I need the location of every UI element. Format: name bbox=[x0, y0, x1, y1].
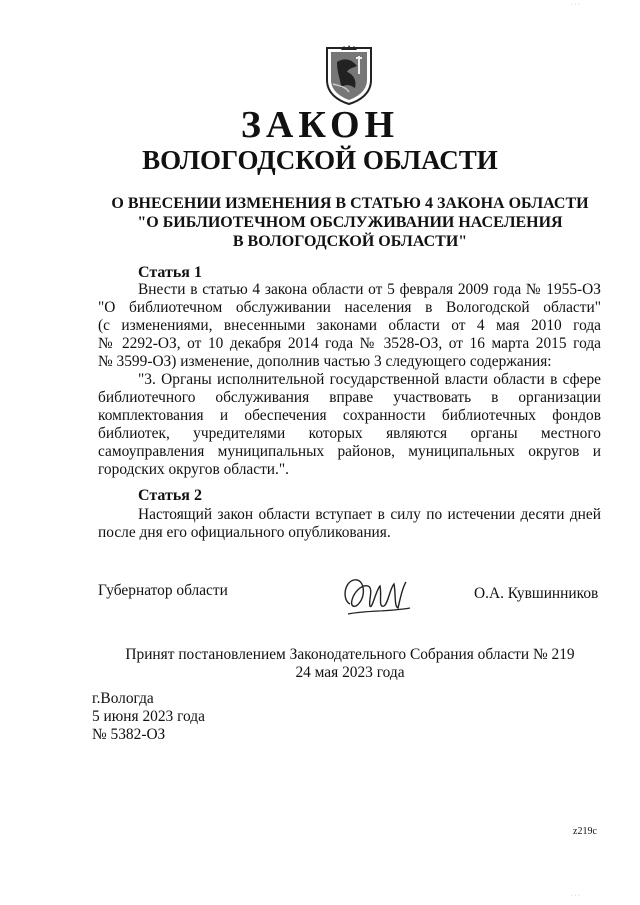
article-2-text bbox=[98, 506, 601, 542]
article-2-heading: Статья 2 bbox=[138, 487, 202, 504]
coat-of-arms-icon bbox=[323, 44, 375, 106]
signatory-name: О.А. Кувшинников bbox=[474, 585, 599, 602]
adoption-line: Принят постановлением Законодательного Собрания области № 219 bbox=[125, 646, 575, 663]
text-line: после дня его официального опубликования. bbox=[98, 524, 391, 541]
subject-line: О ВНЕСЕНИИ ИЗМЕНЕНИЯ В СТАТЬЮ 4 ЗАКОНА ОБЛАСТИ bbox=[111, 195, 589, 212]
text-line: "3. Органы исполнительной государственной власти области в сфере bbox=[138, 371, 601, 388]
text-line: "О библиотечном обслуживании населения в Вологодской области" bbox=[98, 299, 601, 316]
text-line: № 3599-ОЗ) изменение, дополнив частью 3 следующего содержания: bbox=[98, 353, 552, 370]
region-title: ВОЛОГОДСКОЙ ОБЛАСТИ bbox=[142, 145, 498, 175]
subject-line: В ВОЛОГОДСКОЙ ОБЛАСТИ" bbox=[232, 233, 468, 250]
article-1-heading: Статья 1 bbox=[138, 264, 202, 281]
text-line: комплектования и обеспечения сохранности библиотечных фондов bbox=[98, 407, 601, 424]
law-title: ЗАКОН bbox=[240, 104, 400, 146]
adoption-date: 24 мая 2023 года bbox=[295, 664, 405, 681]
text-line: самоуправления муниципальных районов, муниципальных округов и bbox=[98, 443, 601, 460]
scan-mark: · · · bbox=[571, 893, 580, 899]
place-date-block bbox=[92, 690, 205, 744]
article-1-text bbox=[98, 281, 601, 479]
text-line: Внести в статью 4 закона области от 5 февраля 2009 года № 1955-ОЗ bbox=[138, 281, 601, 298]
text-line: (с изменениями, внесенными законами области от 4 мая 2010 года bbox=[98, 317, 601, 334]
law-subject bbox=[90, 194, 610, 251]
adoption-note bbox=[0, 646, 640, 682]
text-line: библиотечного обслуживания вправе участвовать в организации bbox=[98, 389, 601, 406]
text-line: № 2292-ОЗ, от 10 декабря 2014 года № 3528-ОЗ, от 16 марта 2015 года bbox=[98, 335, 601, 352]
scan-mark: · · · bbox=[571, 2, 580, 8]
signing-date: 5 июня 2023 года bbox=[92, 708, 205, 725]
document-code: z219c bbox=[573, 826, 597, 837]
signatory-position: Губернатор области bbox=[98, 582, 228, 599]
law-number: № 5382-ОЗ bbox=[92, 726, 166, 743]
subject-line: "О БИБЛИОТЕЧНОМ ОБСЛУЖИВАНИИ НАСЕЛЕНИЯ bbox=[137, 214, 563, 231]
text-line: Настоящий закон области вступает в силу по истечении десяти дней bbox=[138, 506, 601, 523]
text-line: городских округов области.". bbox=[98, 461, 290, 478]
handwritten-signature bbox=[338, 570, 418, 622]
text-line: библиотек, учредителями которых являются органы местного bbox=[98, 425, 601, 442]
city: г.Вологда bbox=[92, 690, 154, 707]
